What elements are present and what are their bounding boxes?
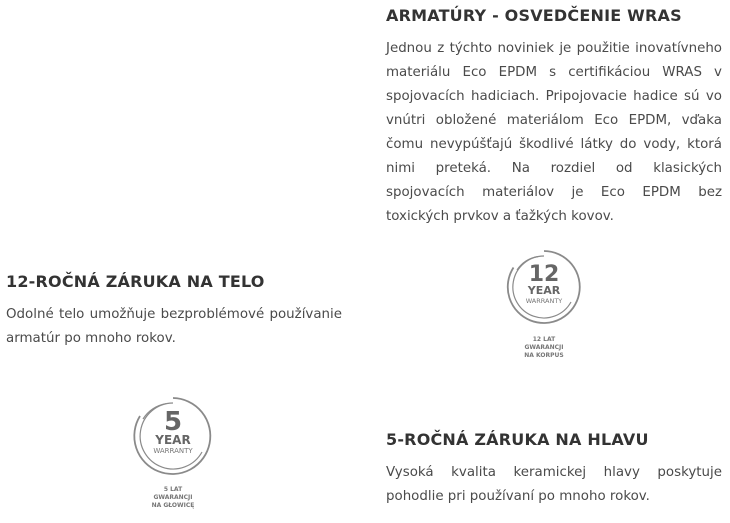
badge-12-year: YEAR <box>527 284 561 297</box>
badge-5-caption <box>128 486 218 510</box>
badge-12-caption-line1: 12 LAT <box>532 336 556 343</box>
warranty-5-year-badge <box>128 394 218 510</box>
badge-5-caption-line2: GWARANCJI <box>153 494 193 501</box>
badge-12-caption <box>505 336 583 360</box>
head-warranty-text: Vysoká kvalita keramickej hlavy poskytuje pohodlie pri používaní po mnoho rokov. <box>386 465 722 504</box>
body-warranty-text: Odolné telo umožňuje bezproblémové používanie armatúr po mnoho rokov. <box>6 307 342 346</box>
badge-5-warranty: WARRANTY <box>153 447 193 455</box>
badge-12-caption-line2: GWARANCJI <box>524 344 564 351</box>
badge-5-caption-line1: 5 LAT <box>163 486 183 493</box>
badge-5-caption-line3: NA GŁOWICĘ <box>151 502 195 509</box>
wras-heading: ARMATÚRY - OSVEDČENIE WRAS <box>386 6 682 25</box>
warranty-12-ring-icon <box>505 248 583 326</box>
badge-12-number: 12 <box>528 262 560 287</box>
warranty-12-year-badge <box>505 248 583 360</box>
badge-12-caption-line3: NA KORPUS <box>524 352 564 359</box>
head-warranty-heading: 5-ROČNÁ ZÁRUKA NA HLAVU <box>386 430 649 449</box>
badge-12-warranty: WARRANTY <box>525 297 563 305</box>
body-warranty-section <box>6 272 342 351</box>
badge-5-year: YEAR <box>155 433 191 447</box>
body-warranty-heading: 12-ROČNÁ ZÁRUKA NA TELO <box>6 272 265 291</box>
wras-text: Jednou z týchto noviniek je použitie inovatívneho materiálu Eco EPDM s certifikáciou WRAS v spojovacích hadiciach. Pripojovacie hadice sú vo vnútri obložené materiálom Eco EPDM, vďaka čomu nevypúšťajú škodlivé látky do vody, ktorá nimi preteká. Na rozdiel od klasických spojovacích materiálov je Eco EPDM bez toxických prvkov a ťažkých kovov. <box>386 41 722 224</box>
warranty-5-ring-icon <box>128 394 218 478</box>
head-warranty-section <box>386 430 722 509</box>
wras-section <box>386 6 722 229</box>
badge-5-number: 5 <box>163 407 183 437</box>
